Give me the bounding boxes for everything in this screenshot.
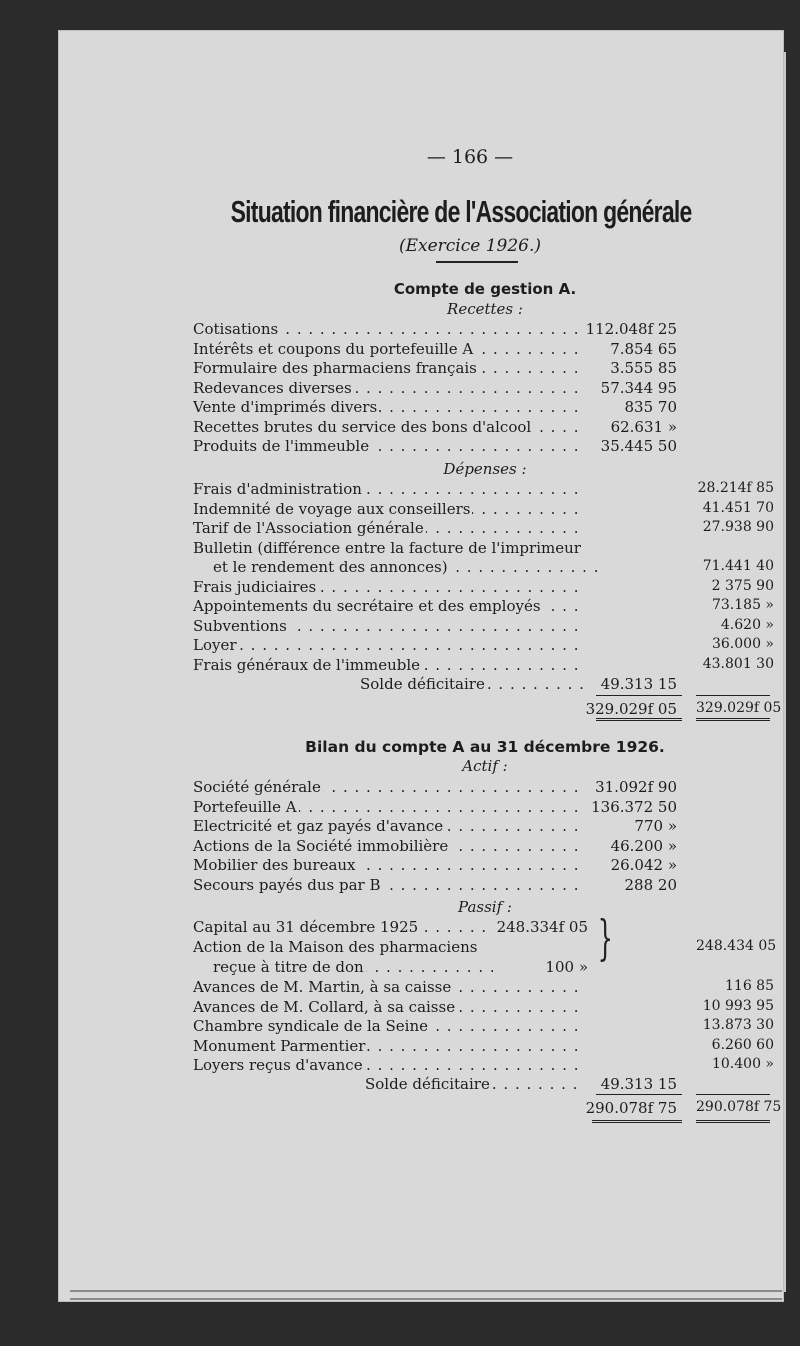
depense-row xyxy=(193,539,583,559)
solde-amount-bilan: 49.313 15 xyxy=(600,1075,677,1093)
depense-label: Frais généraux de l'immeuble xyxy=(193,655,421,674)
passif-amount: 13.873 30 xyxy=(702,1017,774,1033)
capital-row xyxy=(193,918,493,938)
depense-label: Appointements du secrétaire et des employés xyxy=(193,597,541,615)
actif-row xyxy=(193,876,583,896)
solde-label-bilan: Solde déficitaire xyxy=(365,1075,490,1093)
recette-label: Vente d'imprimés divers xyxy=(193,398,378,416)
recette-amount: 35.445 50 xyxy=(600,437,677,455)
bilan-heading: Bilan du compte A au 31 décembre 1926. xyxy=(305,738,665,756)
capital-amount: 248.334f 05 xyxy=(496,918,588,936)
actif-amount: 46.200 » xyxy=(610,836,677,855)
recette-amount: 835 70 xyxy=(624,398,677,416)
depense-row xyxy=(193,617,583,637)
depense-label: Tarif de l'Association générale xyxy=(193,519,424,537)
passif-row xyxy=(193,978,583,998)
actif-label: Actif : xyxy=(462,757,508,775)
double-rule-left xyxy=(596,718,682,721)
passif-label: Monument Parmentier xyxy=(193,1036,366,1055)
capital-label: Capital au 31 décembre 1925 xyxy=(193,918,419,936)
recette-row xyxy=(193,340,583,360)
passif-row xyxy=(193,1037,583,1057)
total-left-gestion: 329.029f 05 xyxy=(585,700,677,718)
actif-amount: 31.092f 90 xyxy=(595,778,677,796)
depense-row xyxy=(213,558,603,578)
total-right-gestion: 329.029f 05 xyxy=(696,700,782,716)
depense-label: Bulletin (différence entre la facture de l'imprimeur xyxy=(193,538,581,557)
double-rule-right xyxy=(696,718,770,721)
depense-amount: 27.938 90 xyxy=(702,519,774,535)
passif-label: Avances de M. Collard, à sa caisse xyxy=(193,997,456,1016)
passif-amount: 6.260 60 xyxy=(711,1036,774,1053)
recette-label: Cotisations xyxy=(193,320,279,338)
depense-row xyxy=(193,500,583,520)
actif-label: Actions de la Société immobilière xyxy=(193,836,449,855)
recette-label: Produits de l'immeuble xyxy=(193,437,370,455)
depenses-label: Dépenses : xyxy=(443,460,527,478)
page-number: — 166 — xyxy=(426,146,514,168)
depense-amount: 43.801 30 xyxy=(702,655,774,672)
recette-amount: 3.555 85 xyxy=(610,359,677,377)
depense-amount: 4.620 » xyxy=(720,616,774,633)
action-row-1 xyxy=(193,938,583,958)
depense-amount: 73.185 » xyxy=(711,597,774,613)
actif-row xyxy=(193,856,583,876)
depense-amount: 2 375 90 xyxy=(711,577,774,594)
solde-label: Solde déficitaire xyxy=(360,675,485,693)
depense-amount: 71.441 40 xyxy=(702,558,774,574)
actif-label: Portefeuille A xyxy=(193,797,297,816)
total-rule-left xyxy=(596,695,682,696)
passif-row xyxy=(193,998,583,1018)
action-amount: 100 » xyxy=(545,958,588,976)
recette-amount: 57.344 95 xyxy=(600,378,677,397)
actif-label: Electricité et gaz payés d'avance xyxy=(193,817,444,835)
actif-amount: 136.372 50 xyxy=(591,797,677,816)
actif-label: Mobilier des bureaux xyxy=(193,856,356,874)
page-bottom-border xyxy=(70,1290,782,1300)
recette-amount: 7.854 65 xyxy=(610,339,677,358)
depense-amount: 41.451 70 xyxy=(702,499,774,516)
actif-label: Secours payés dus par B xyxy=(193,875,381,894)
title-rule xyxy=(436,261,518,263)
bilan-rule-left xyxy=(596,1094,682,1095)
recette-amount: 62.631 » xyxy=(610,417,677,436)
depense-label: Frais d'administration xyxy=(193,480,362,498)
passif-amount: 10.400 » xyxy=(711,1056,774,1072)
depense-row xyxy=(193,656,583,676)
depense-row xyxy=(193,519,583,539)
brace-symbol: } xyxy=(597,910,613,966)
recette-label: Intérêts et coupons du portefeuille A xyxy=(193,339,474,358)
capital-total: 248.434 05 xyxy=(696,938,777,954)
actif-label: Société générale xyxy=(193,778,321,796)
total-rule-right xyxy=(696,695,770,696)
depense-label: Loyer xyxy=(193,636,237,654)
action-row-2 xyxy=(213,958,493,978)
recette-row xyxy=(193,320,583,340)
recette-amount: 112.048f 25 xyxy=(585,320,677,338)
actif-amount: 770 » xyxy=(634,817,677,835)
actif-row xyxy=(193,817,583,837)
action-label-1: Action de la Maison des pharmaciens xyxy=(193,938,478,956)
actif-row xyxy=(193,778,583,798)
recette-row xyxy=(193,379,583,399)
depense-label: Subventions xyxy=(193,616,287,635)
passif-label: Loyers reçus d'avance xyxy=(193,1056,363,1074)
depense-amount: 28.214f 85 xyxy=(697,480,774,496)
solde-row-bilan xyxy=(365,1075,583,1095)
document-subtitle: (Exercice 1926.) xyxy=(398,236,542,256)
recettes-label: Recettes : xyxy=(447,300,523,318)
depense-label: Frais judiciaires xyxy=(193,577,317,596)
recette-row xyxy=(193,398,583,418)
recette-row xyxy=(193,418,583,438)
bilan-double-rule-right xyxy=(696,1120,770,1123)
actif-amount: 26.042 » xyxy=(610,856,677,874)
actif-row xyxy=(193,798,583,818)
depense-row xyxy=(193,578,583,598)
actif-amount: 288 20 xyxy=(624,875,677,894)
depense-row xyxy=(193,636,583,656)
depense-amount: 36.000 » xyxy=(711,636,774,652)
actif-row xyxy=(193,837,583,857)
solde-row-gestion xyxy=(360,675,583,695)
document-title: Situation financière de l'Association générale xyxy=(230,194,692,229)
depense-row xyxy=(193,480,583,500)
passif-label: Chambre syndicale de la Seine xyxy=(193,1017,428,1035)
passif-row xyxy=(193,1056,583,1076)
bilan-rule-right xyxy=(696,1094,770,1095)
recette-label: Recettes brutes du service des bons d'alcool xyxy=(193,417,532,436)
recette-row xyxy=(193,437,583,457)
solde-amount-gestion: 49.313 15 xyxy=(600,675,677,693)
compte-gestion-heading: Compte de gestion A. xyxy=(393,280,577,298)
passif-amount: 116 85 xyxy=(725,978,774,994)
action-label-2: reçue à titre de don xyxy=(213,958,364,976)
recette-row xyxy=(193,359,583,379)
recette-label: Redevances diverses xyxy=(193,378,352,397)
total-left-bilan: 290.078f 75 xyxy=(585,1099,677,1117)
total-right-bilan: 290.078f 75 xyxy=(696,1099,782,1115)
bilan-double-rule-left xyxy=(592,1120,682,1123)
depense-label: et le rendement des annonces) xyxy=(213,558,448,576)
passif-amount: 10 993 95 xyxy=(702,997,774,1014)
depense-row xyxy=(193,597,583,617)
depense-label: Indemnité de voyage aux conseillers xyxy=(193,499,471,518)
passif-row xyxy=(193,1017,583,1037)
passif-label: Avances de M. Martin, à sa caisse xyxy=(193,978,452,996)
recette-label: Formulaire des pharmaciens français xyxy=(193,359,477,377)
passif-label: Passif : xyxy=(458,898,512,916)
